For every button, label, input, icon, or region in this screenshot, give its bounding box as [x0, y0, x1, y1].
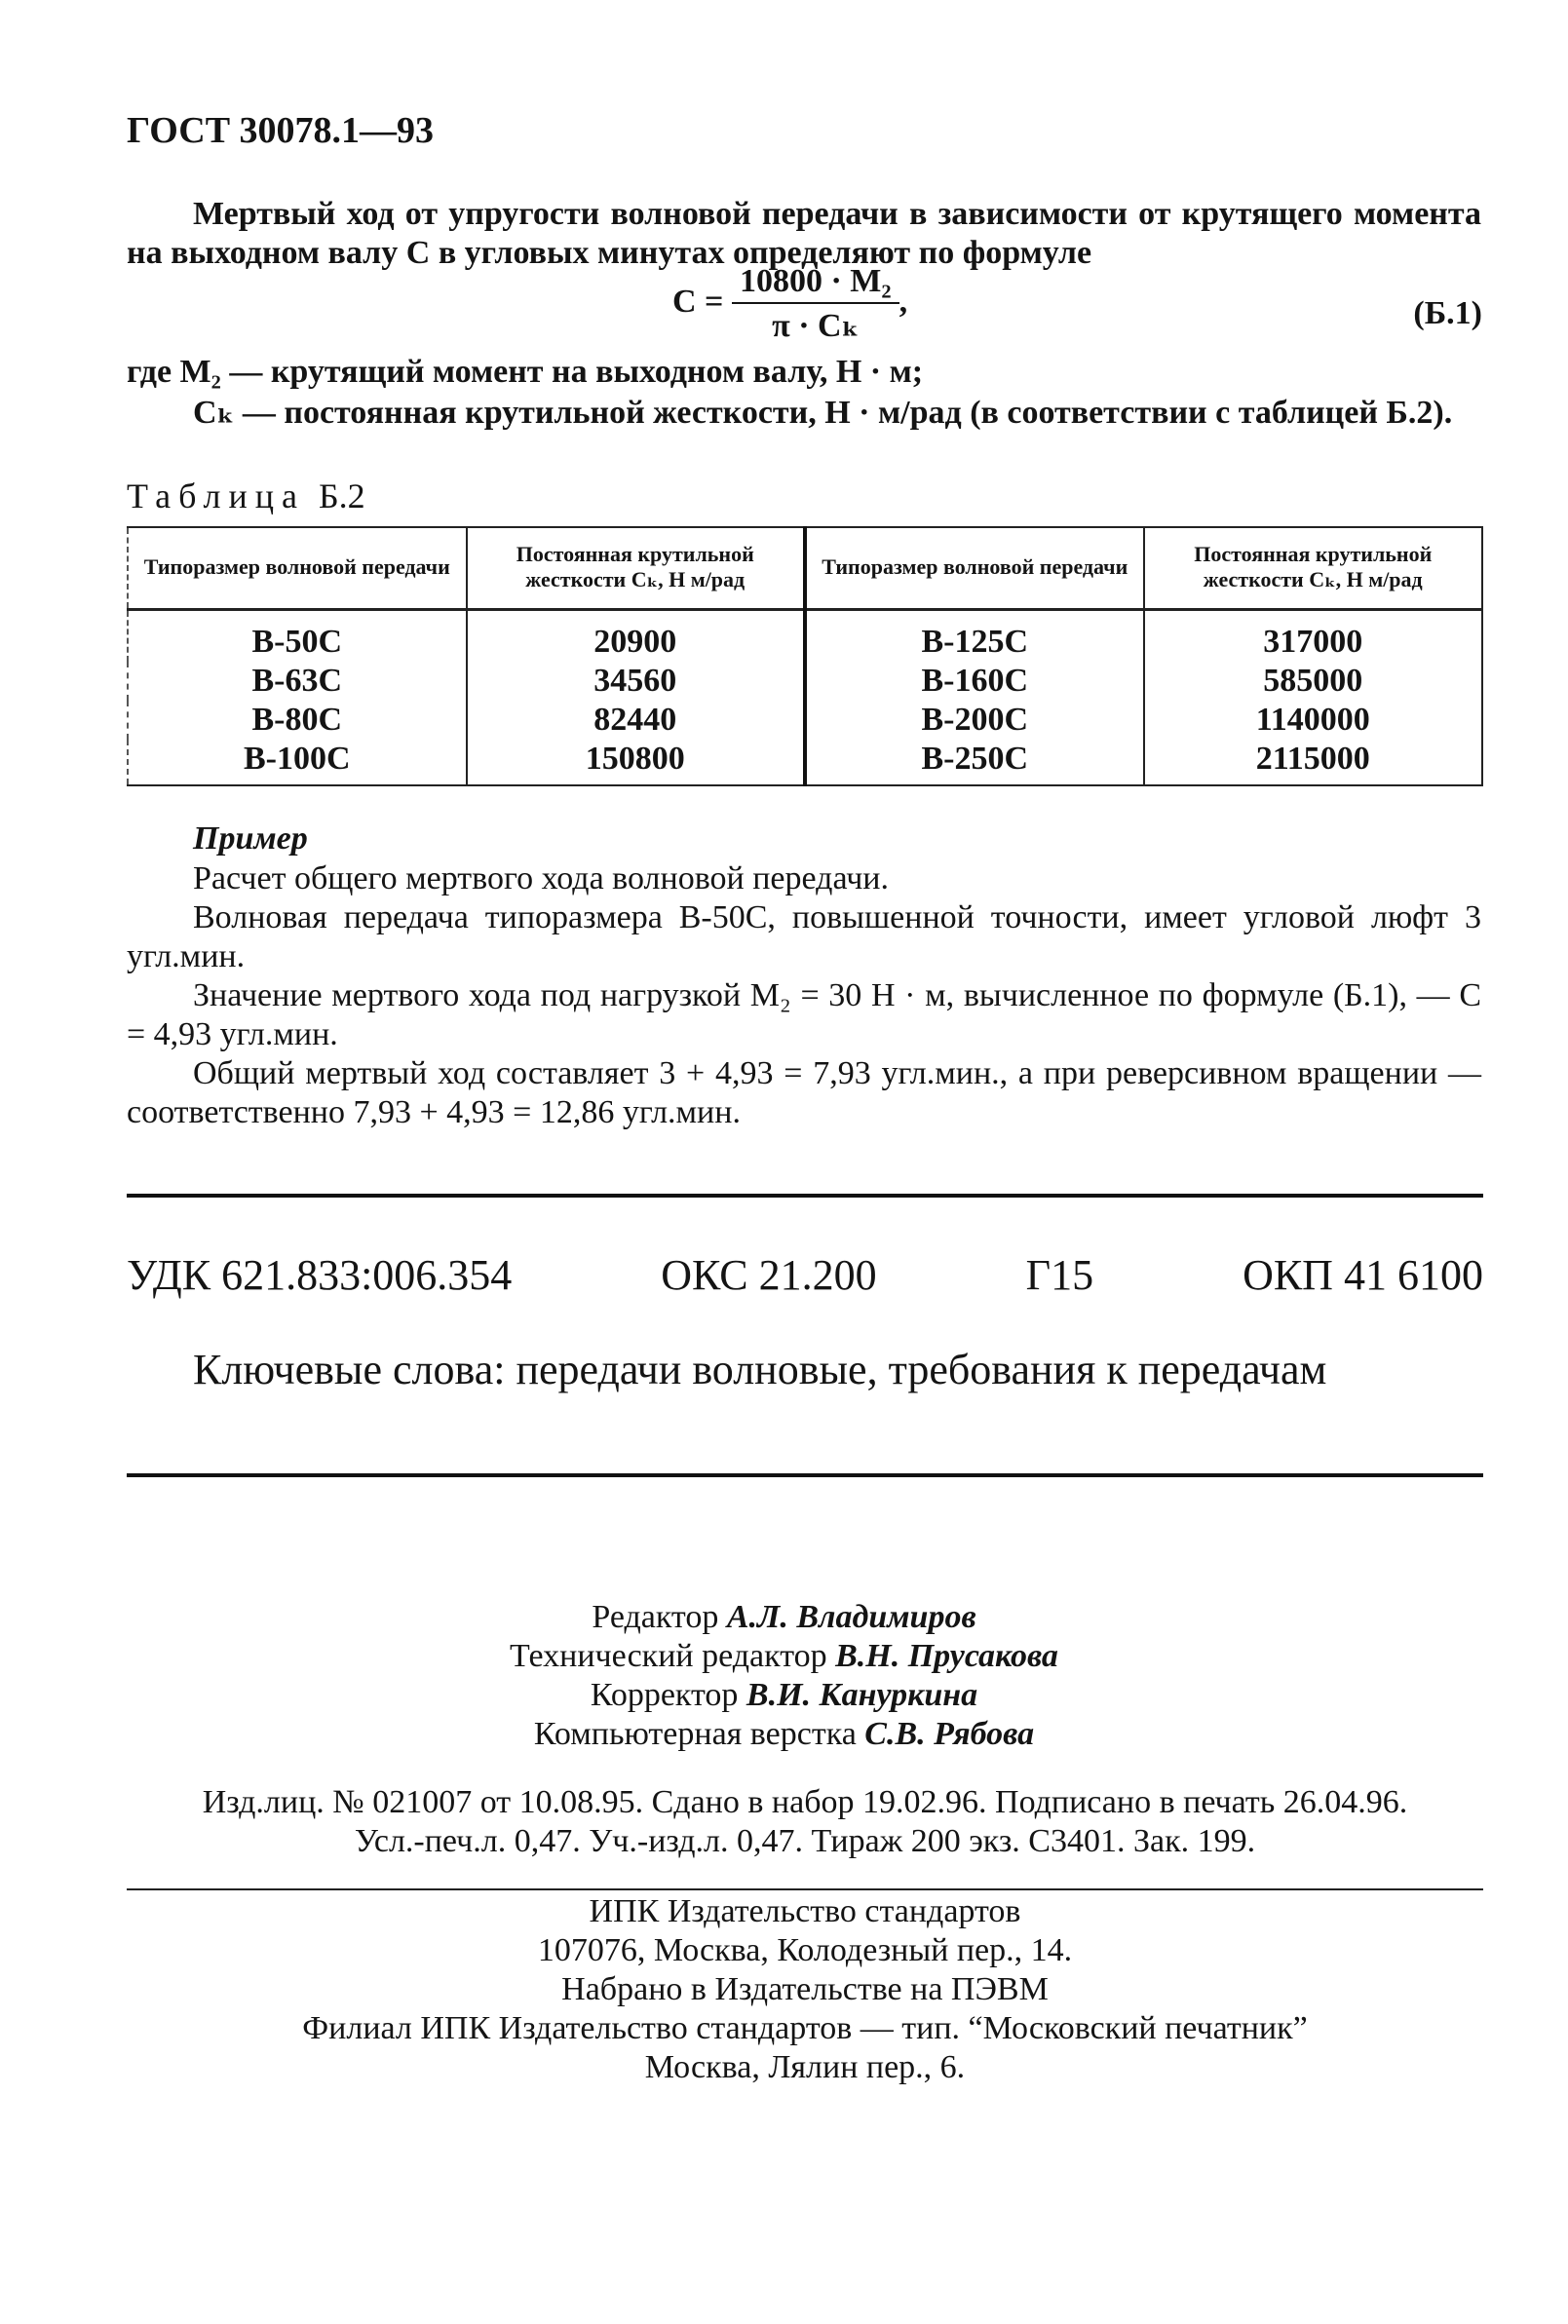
table-cell: В-250С [805, 740, 1144, 785]
credit-layout [0, 1715, 1568, 1754]
table-cell: 317000 [1144, 610, 1483, 663]
printer-line-1: ИПК Издательство стандартов [589, 1893, 1021, 1929]
pubinfo-line-1: Изд.лиц. № 021007 от 10.08.95. Сдано в набор 19.02.96. Подписано в печать 26.04.96. [202, 1784, 1408, 1820]
table-cell: В-125С [805, 610, 1144, 663]
example-paragraph-4: Общий мертвый ход составляет 3 + 4,93 = 7,93 угл.мин., а при реверсивном вращении — соответственно 7,93 + 4,93 = 12,86 угл.мин. [127, 1055, 1481, 1130]
divider-printer [127, 1888, 1483, 1890]
table-cell: В-200С [805, 701, 1144, 740]
credit-role: Технический редактор [510, 1638, 827, 1674]
oks-code: ОКС 21.200 [661, 1251, 877, 1299]
table-title [127, 476, 365, 516]
printer-info [127, 1892, 1483, 2087]
printer-line-5: Москва, Лялин пер., 6. [644, 2049, 966, 2085]
pubinfo-line-2: Усл.-печ.л. 0,47. Уч.-изд.л. 0,47. Тираж 200 экз. С3401. Зак. 199. [354, 1823, 1256, 1859]
table-title-number: Б.2 [318, 476, 365, 515]
credit-name: В.И. Кануркина [746, 1677, 978, 1713]
formula-number: (Б.1) [1413, 295, 1482, 331]
table-cell: 2115000 [1144, 740, 1483, 785]
example-title: Пример [193, 820, 308, 857]
credits-block [0, 1598, 1568, 1754]
g-code: Г15 [1025, 1251, 1094, 1299]
table-cell: 82440 [467, 701, 806, 740]
table-row [128, 610, 1482, 663]
table-cell: 150800 [467, 740, 806, 785]
printer-line-3: Набрано в Издательстве на ПЭВМ [561, 1971, 1049, 2007]
formula-b1 [672, 263, 907, 345]
classification-codes [127, 1250, 1483, 1300]
table-cell: В-63С [128, 662, 467, 701]
credit-role: Корректор [590, 1677, 739, 1713]
publication-info [127, 1783, 1483, 1861]
header-size-1: Типоразмер волновой передачи [128, 527, 467, 610]
credit-corrector [0, 1676, 1568, 1715]
table-title-word: Таблица [127, 476, 305, 515]
formula-denominator: π · Cₖ [772, 308, 860, 344]
credit-role: Редактор [592, 1599, 719, 1635]
divider-bottom [127, 1473, 1483, 1477]
table-row [128, 701, 1482, 740]
table-header-row [128, 527, 1482, 610]
credit-editor [0, 1598, 1568, 1637]
where-line-1: где M₂ — крутящий момент на выходном валу, Н · м; [127, 354, 924, 390]
table-cell: 34560 [467, 662, 806, 701]
credit-tech-editor [0, 1637, 1568, 1676]
document-id: ГОСТ 30078.1—93 [127, 110, 435, 151]
example-paragraph-1: Расчет общего мертвого хода волновой передачи. [193, 860, 889, 896]
formula-numerator: 10800 · M₂ [732, 263, 899, 304]
header-stiffness-2: Постоянная крутильной жесткости Cₖ, Н м/рад [1144, 527, 1483, 610]
table-cell: В-50С [128, 610, 467, 663]
table-cell: В-80С [128, 701, 467, 740]
header-stiffness-1: Постоянная крутильной жесткости Cₖ, Н м/рад [467, 527, 806, 610]
table-cell: В-160С [805, 662, 1144, 701]
table-cell: 1140000 [1144, 701, 1483, 740]
credit-name: В.Н. Прусакова [835, 1638, 1058, 1674]
example-paragraph-3: Значение мертвого хода под нагрузкой M₂ = 30 Н · м, вычисленное по формуле (Б.1), — С = 4,93 угл.мин. [127, 977, 1481, 1052]
example-paragraph-2: Волновая передача типоразмера В-50С, повышенной точности, имеет угловой люфт 3 угл.мин. [127, 899, 1481, 974]
stiffness-table [127, 526, 1483, 786]
where-line-2: Cₖ — постоянная крутильной жесткости, Н · м/рад (в соответствии с таблицей Б.2). [193, 395, 1453, 431]
table-row [128, 740, 1482, 785]
intro-paragraph: Мертвый ход от упругости волновой передачи в зависимости от крутящего момента на выходном валу C в угловых минутах определяют по формуле [127, 196, 1481, 271]
table-row [128, 662, 1482, 701]
header-size-2: Типоразмер волновой передачи [805, 527, 1144, 610]
table-cell: В-100С [128, 740, 467, 785]
printer-line-2: 107076, Москва, Колодезный пер., 14. [537, 1932, 1073, 1968]
table-cell: 585000 [1144, 662, 1483, 701]
formula-trail: , [899, 283, 908, 320]
credit-name: А.Л. Владимиров [726, 1599, 976, 1635]
keywords: Ключевые слова: передачи волновые, требования к передачам [193, 1346, 1327, 1393]
formula-lhs: C = [672, 283, 724, 320]
credit-role: Компьютерная верстка [533, 1716, 857, 1752]
table-cell: 20900 [467, 610, 806, 663]
okp-code: ОКП 41 6100 [1243, 1251, 1483, 1299]
credit-name: С.В. Рябова [864, 1716, 1035, 1752]
udk-code: УДК 621.833:006.354 [127, 1251, 513, 1299]
printer-line-4: Филиал ИПК Издательство стандартов — тип. “Московский печатник” [302, 2010, 1308, 2046]
formula-fraction [732, 263, 899, 345]
divider-top [127, 1194, 1483, 1198]
